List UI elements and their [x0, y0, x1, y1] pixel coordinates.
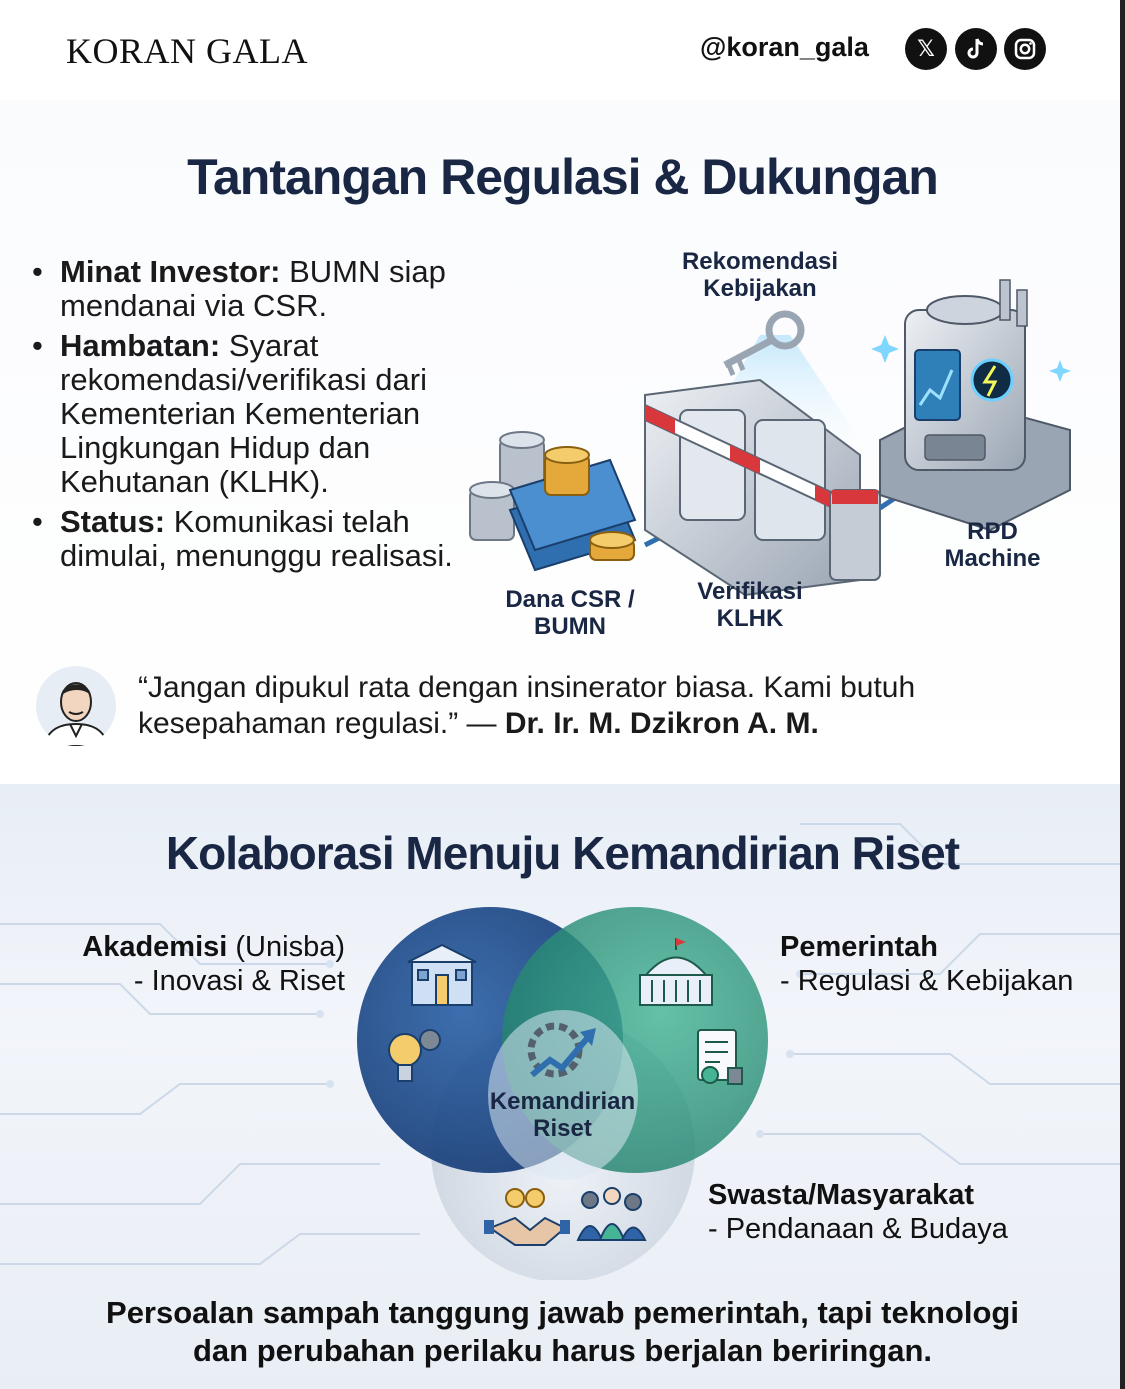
label-government: Pemerintah - Regulasi & Kebijakan	[780, 931, 1074, 997]
barrier-gate-icon	[645, 380, 880, 595]
rpd-machine-icon	[880, 280, 1070, 530]
label-policy-recommendation: Rekomendasi Kebijakan	[681, 248, 839, 302]
venn-center-label: Kemandirian Riset	[489, 1088, 636, 1142]
bullet-list	[32, 255, 462, 579]
x-icon[interactable]: 𝕏	[905, 28, 947, 70]
document-stamp-icon	[698, 1030, 742, 1084]
bullet-obstacle: • Hambatan: Syarat rekomendasi/verifikasi dari Kementerian Kementerian Lingkungan Hidup dan Kehutanan (KLHK).	[32, 328, 427, 499]
header	[0, 0, 1125, 100]
bullet-status: • Status: Komunikasi telah dimulai, menunggu realisasi.	[32, 504, 453, 573]
section-title-regulation: Tantangan Regulasi & Dukungan	[187, 149, 938, 205]
section-title-collaboration: Kolaborasi Menuju Kemandirian Riset	[165, 827, 960, 879]
avatar	[36, 666, 116, 746]
tiktok-icon[interactable]	[955, 28, 997, 70]
quote-block	[36, 664, 1096, 754]
label-klhk-verification: Verifikasi KLHK	[697, 578, 803, 632]
label-rpd-machine: RPD Machine	[944, 518, 1041, 572]
bullet-investor: • Minat Investor: BUMN siap mendanai via CSR.	[32, 254, 446, 323]
closing-statement: Persoalan sampah tanggung jawab pemerintah, tapi teknologi dan perubahan perilaku harus berjalan beriringan.	[106, 1295, 1019, 1368]
label-csr-funds: Dana CSR / BUMN	[505, 586, 635, 640]
label-private: Swasta/Masyarakat - Pendanaan & Budaya	[708, 1179, 1008, 1245]
brand-logo: KORAN GALA	[66, 31, 308, 71]
instagram-icon[interactable]	[1004, 28, 1046, 70]
label-academia: Akademisi (Unisba) - Inovasi & Riset	[82, 931, 345, 997]
page-edge	[1120, 0, 1125, 1389]
quote-author: Dr. Ir. M. Dzikron A. M.	[504, 707, 819, 740]
social-handle[interactable]: @koran_gala	[700, 32, 869, 62]
quote-text: “Jangan dipukul rata dengan insinerator biasa. Kami butuh kesepahaman regulasi.” — Dr. Ir. M. Dzikron A. M.	[138, 671, 916, 740]
coins-money-icon	[470, 432, 635, 570]
